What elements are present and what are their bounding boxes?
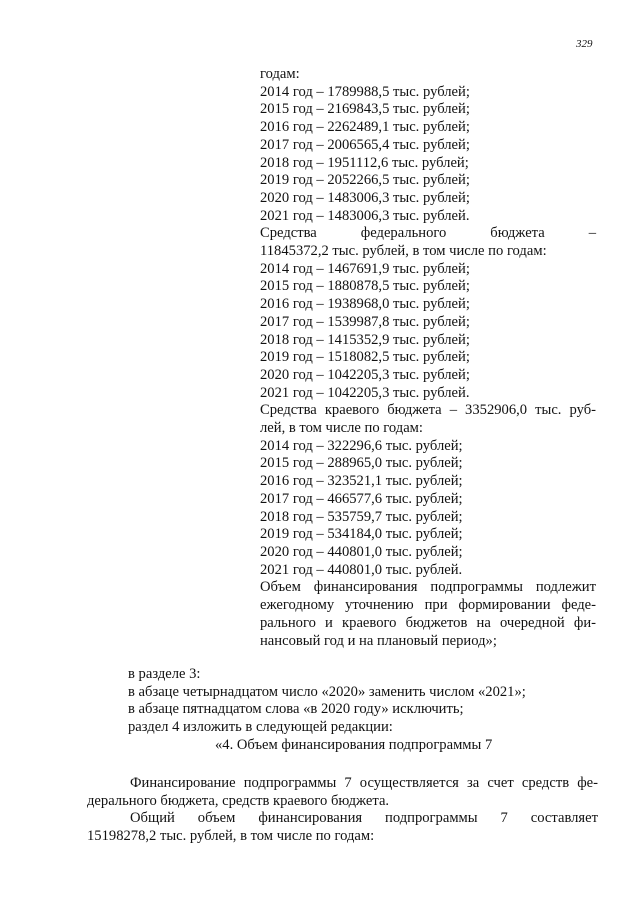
- paragraph-line: Общий объем финансирования подпрограммы 7 составляет: [130, 810, 598, 827]
- amendment-line: раздел 4 изложить в следующей редакции:: [128, 719, 393, 736]
- regional-year-line: 2019 год – 534184,0 тыс. рублей;: [260, 526, 463, 543]
- regional-year-line: 2017 год – 466577,6 тыс. рублей;: [260, 490, 463, 507]
- year-total-line: 2020 год – 1483006,3 тыс. рублей;: [260, 189, 470, 206]
- regional-year-line: 2015 год – 288965,0 тыс. рублей;: [260, 455, 463, 472]
- federal-year-line: 2016 год – 1938968,0 тыс. рублей;: [260, 296, 470, 313]
- federal-budget-total: 11845372,2 тыс. рублей, в том числе по годам:: [260, 243, 547, 260]
- financing-paragraphs: [87, 775, 598, 846]
- paragraph-line: 15198278,2 тыс. рублей, в том числе по годам:: [87, 828, 375, 845]
- paragraph-line: дерального бюджета, средств краевого бюджета.: [87, 792, 390, 809]
- regional-year-line: 2021 год – 440801,0 тыс. рублей.: [260, 561, 463, 578]
- amendments-block: [128, 666, 598, 755]
- regional-budget-intro: Средства краевого бюджета – 3352906,0 тыс. руб-: [260, 402, 596, 419]
- federal-year-line: 2014 год – 1467691,9 тыс. рублей;: [260, 260, 470, 277]
- year-total-line: 2016 год – 2262489,1 тыс. рублей;: [260, 119, 470, 136]
- regional-year-line: 2016 год – 323521,1 тыс. рублей;: [260, 473, 463, 490]
- year-total-line: 2014 год – 1789988,5 тыс. рублей;: [260, 83, 470, 100]
- year-total-line: 2021 год – 1483006,3 тыс. рублей.: [260, 207, 470, 224]
- volume-note-line: ежегодному уточнению при формировании феде-: [260, 597, 596, 614]
- federal-year-line: 2019 год – 1518082,5 тыс. рублей;: [260, 349, 470, 366]
- federal-year-line: 2021 год – 1042205,3 тыс. рублей.: [260, 384, 470, 401]
- funding-details-block: [260, 66, 596, 650]
- amendment-line: в разделе 3:: [128, 666, 201, 682]
- volume-note-line: нансовый год и на плановый период»;: [260, 632, 497, 649]
- amendment-line: в абзаце четырнадцатом число «2020» заменить числом «2021»;: [128, 683, 526, 700]
- federal-year-line: 2017 год – 1539987,8 тыс. рублей;: [260, 313, 470, 330]
- year-total-line: 2017 год – 2006565,4 тыс. рублей;: [260, 136, 470, 153]
- page-number: 329: [576, 38, 593, 50]
- text-line: годам:: [260, 66, 300, 82]
- regional-budget-intro-cont: лей, в том числе по годам:: [260, 420, 423, 437]
- section-heading: «4. Объем финансирования подпрограммы 7: [215, 736, 493, 753]
- amendment-line: в абзаце пятнадцатом слова «в 2020 году» исключить;: [128, 701, 464, 718]
- regional-year-line: 2014 год – 322296,6 тыс. рублей;: [260, 437, 463, 454]
- volume-note-line: рального и краевого бюджетов на очередной фи-: [260, 614, 596, 631]
- volume-note-line: Объем финансирования подпрограммы подлежит: [260, 579, 596, 596]
- year-total-line: 2018 год – 1951112,6 тыс. рублей;: [260, 154, 469, 171]
- paragraph-line: Финансирование подпрограммы 7 осуществляется за счет средств фе-: [130, 775, 598, 791]
- regional-year-line: 2018 год – 535759,7 тыс. рублей;: [260, 508, 463, 525]
- federal-budget-intro: Средства федерального бюджета –: [260, 225, 596, 242]
- federal-year-line: 2015 год – 1880878,5 тыс. рублей;: [260, 278, 470, 295]
- year-total-line: 2019 год – 2052266,5 тыс. рублей;: [260, 172, 470, 189]
- federal-year-line: 2020 год – 1042205,3 тыс. рублей;: [260, 366, 470, 383]
- year-total-line: 2015 год – 2169843,5 тыс. рублей;: [260, 101, 470, 118]
- regional-year-line: 2020 год – 440801,0 тыс. рублей;: [260, 543, 463, 560]
- federal-year-line: 2018 год – 1415352,9 тыс. рублей;: [260, 331, 470, 348]
